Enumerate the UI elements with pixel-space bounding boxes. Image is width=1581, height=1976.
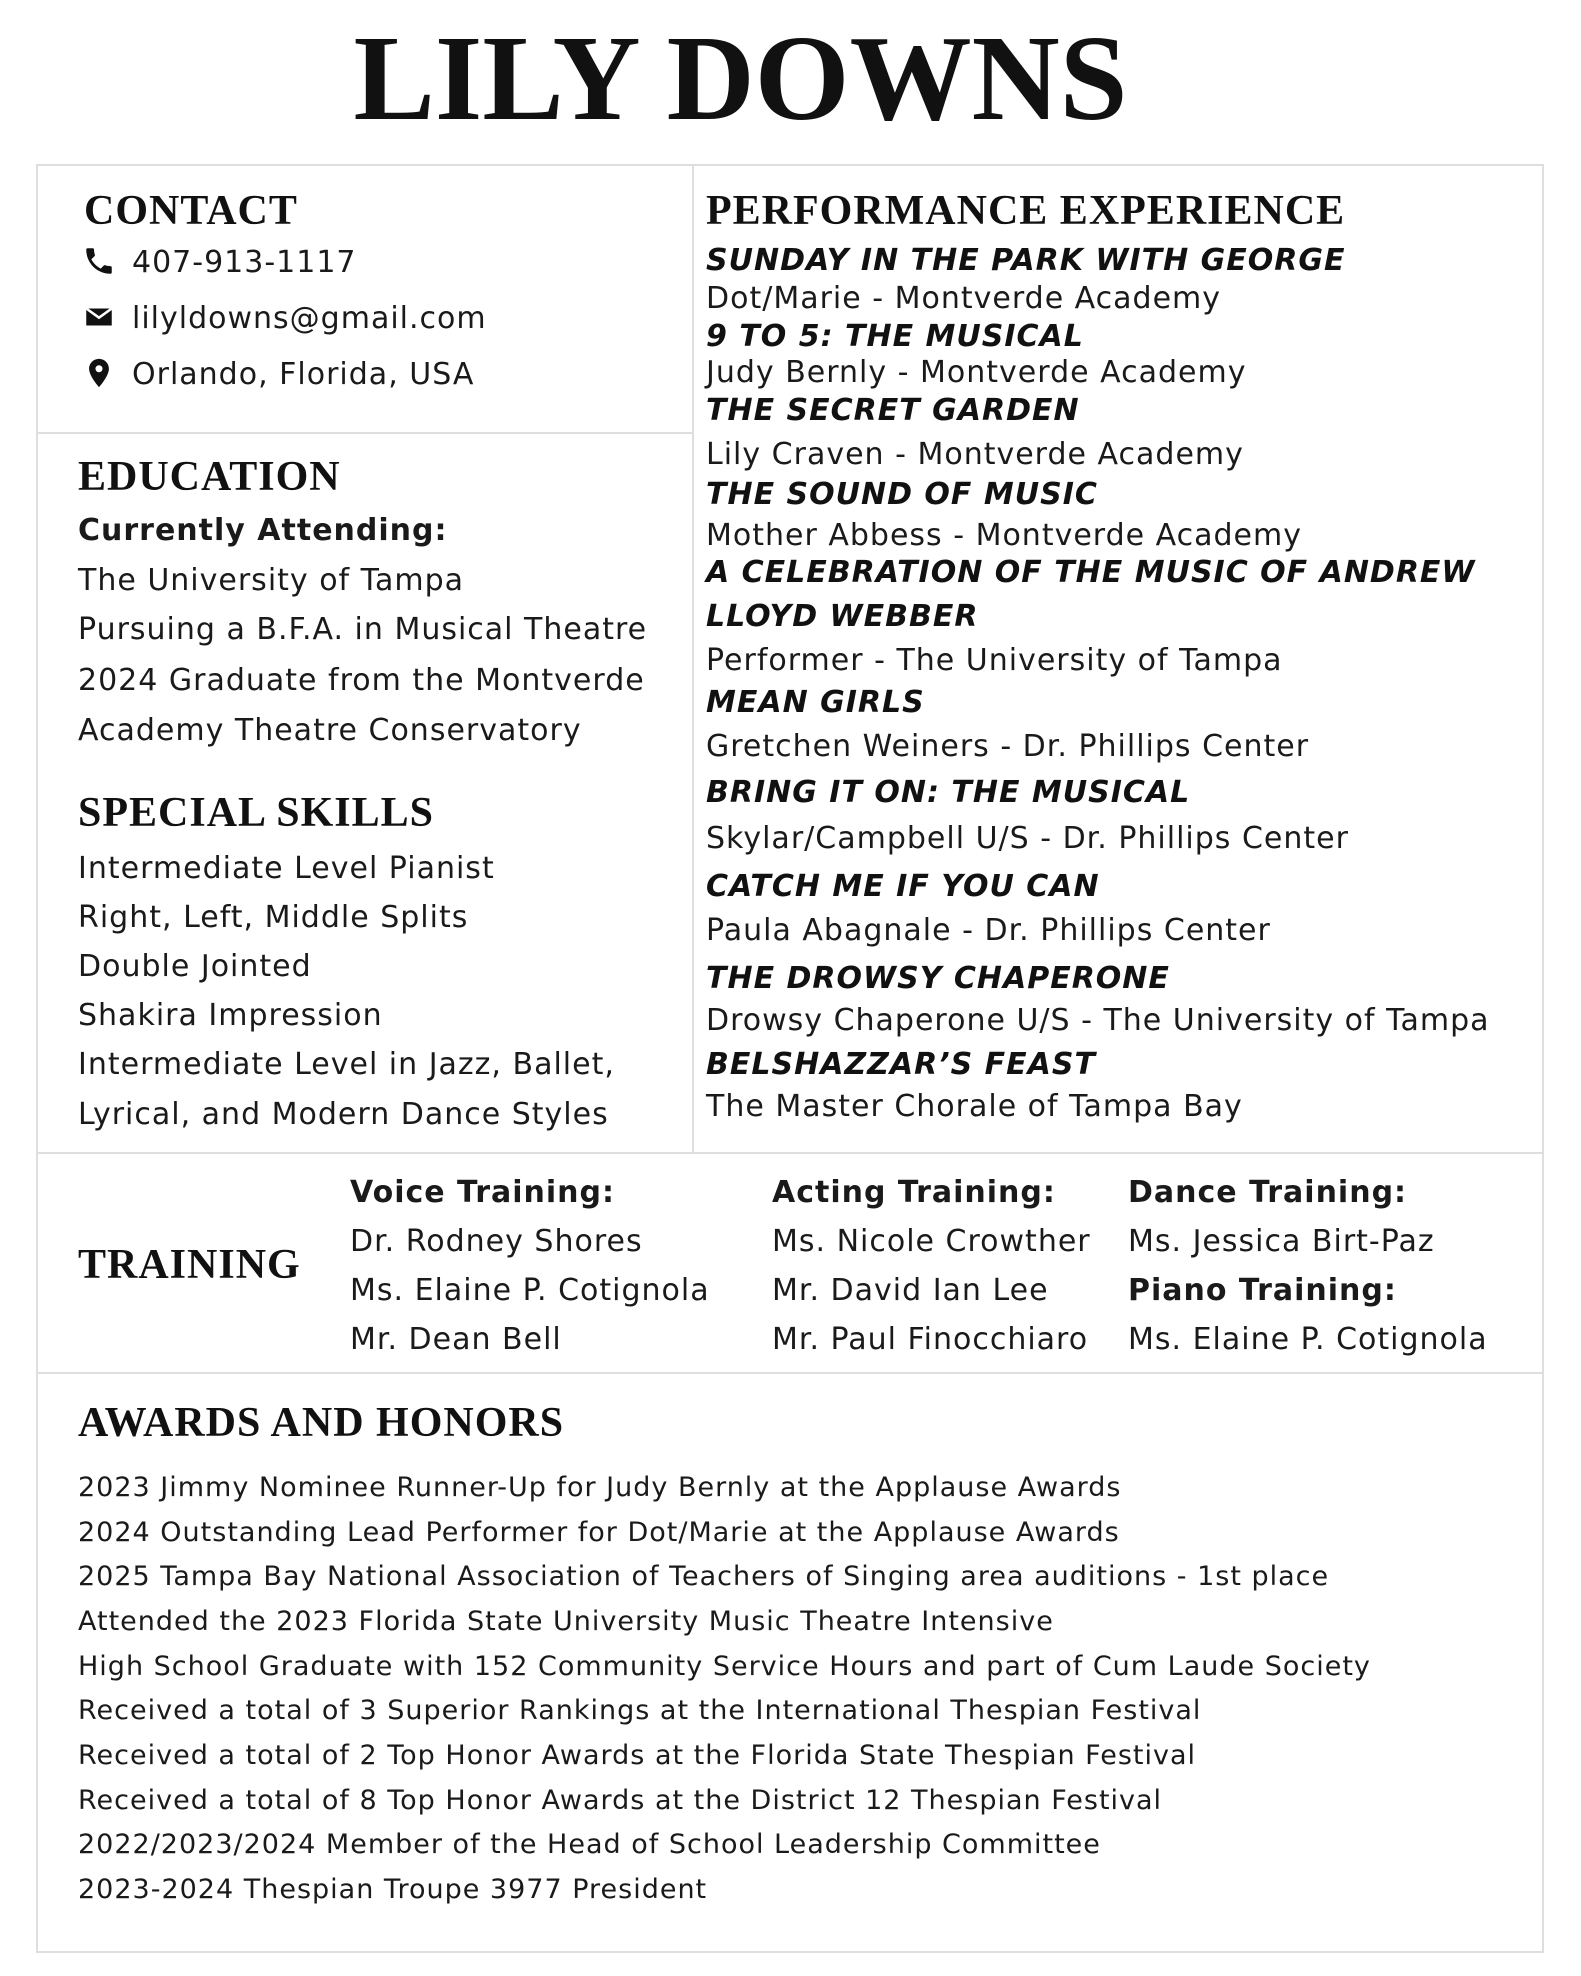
show-title: A CELEBRATION OF THE MUSIC OF ANDREW (706, 555, 1476, 590)
training-heading: TRAINING (78, 1242, 301, 1288)
acting-instructor: Mr. Paul Finocchiaro (772, 1322, 1089, 1357)
award-item: 2025 Tampa Bay National Association of Teachers of Singing area auditions - 1st place (78, 1561, 1330, 1592)
awards-heading: AWARDS AND HONORS (78, 1400, 565, 1446)
location-pin-icon (82, 356, 116, 390)
role-line: Mother Abbess - Montverde Academy (706, 518, 1302, 553)
phone-icon (82, 244, 116, 278)
awards-top-divider (38, 1372, 1542, 1374)
performance-heading: PERFORMANCE EXPERIENCE (706, 188, 1346, 234)
role-line: Lily Craven - Montverde Academy (706, 437, 1244, 472)
show-title: LLOYD WEBBER (706, 599, 979, 634)
training-top-divider (38, 1152, 1542, 1154)
email-address: lilyldowns@gmail.com (132, 301, 487, 336)
show-title: THE SECRET GARDEN (706, 393, 1080, 428)
role-line: Paula Abagnale - Dr. Phillips Center (706, 913, 1271, 948)
acting-instructor: Mr. David Ian Lee (772, 1273, 1049, 1308)
award-item: Received a total of 2 Top Honor Awards at the Florida State Thespian Festival (78, 1740, 1197, 1771)
role-line: Gretchen Weiners - Dr. Phillips Center (706, 729, 1310, 764)
education-line: 2024 Graduate from the Montverde (78, 663, 645, 698)
education-line: Pursuing a B.F.A. in Musical Theatre (78, 612, 648, 647)
skill-item: Right, Left, Middle Splits (78, 900, 469, 935)
voice-instructor: Dr. Rodney Shores (350, 1224, 643, 1259)
award-item: 2023 Jimmy Nominee Runner-Up for Judy Bernly at the Applause Awards (78, 1472, 1122, 1503)
show-title: MEAN GIRLS (706, 685, 925, 720)
piano-instructor: Ms. Elaine P. Cotignola (1128, 1322, 1488, 1357)
role-line: The Master Chorale of Tampa Bay (706, 1089, 1243, 1124)
skill-item: Intermediate Level Pianist (78, 851, 495, 886)
voice-instructor: Mr. Dean Bell (350, 1322, 562, 1357)
show-title: BELSHAZZAR’S FEAST (706, 1047, 1096, 1082)
award-item: Received a total of 3 Superior Rankings at the International Thespian Festival (78, 1695, 1202, 1726)
contact-divider (38, 432, 692, 434)
resume-frame (36, 164, 1544, 1953)
skill-item: Intermediate Level in Jazz, Ballet, (78, 1047, 615, 1082)
special-skills-heading: SPECIAL SKILLS (78, 790, 434, 836)
show-title: THE DROWSY CHAPERONE (706, 961, 1170, 996)
skill-item: Shakira Impression (78, 998, 383, 1033)
award-item: 2023-2024 Thespian Troupe 3977 President (78, 1874, 708, 1905)
award-item: High School Graduate with 152 Community Service Hours and part of Cum Laude Society (78, 1651, 1371, 1682)
skill-item: Double Jointed (78, 949, 312, 984)
voice-instructor: Ms. Elaine P. Cotignola (350, 1273, 710, 1308)
phone-number: 407-913-1117 (132, 245, 357, 280)
location: Orlando, Florida, USA (132, 357, 475, 392)
role-line: Dot/Marie - Montverde Academy (706, 281, 1222, 316)
acting-instructor: Ms. Nicole Crowther (772, 1224, 1091, 1259)
column-divider (692, 166, 694, 1152)
mail-icon (82, 300, 116, 334)
role-line: Skylar/Campbell U/S - Dr. Phillips Center (706, 821, 1349, 856)
acting-training-label: Acting Training: (772, 1175, 1056, 1210)
award-item: 2022/2023/2024 Member of the Head of School Leadership Committee (78, 1829, 1101, 1860)
show-title: THE SOUND OF MUSIC (706, 477, 1098, 512)
dance-instructor: Ms. Jessica Birt-Paz (1128, 1224, 1435, 1259)
show-title: SUNDAY IN THE PARK WITH GEORGE (706, 243, 1346, 278)
piano-training-label: Piano Training: (1128, 1273, 1397, 1308)
education-heading: EDUCATION (78, 454, 341, 500)
resume-name: LILY DOWNS (353, 11, 1128, 146)
contact-heading: CONTACT (84, 188, 298, 234)
education-line: The University of Tampa (78, 563, 465, 598)
award-item: Received a total of 8 Top Honor Awards at the District 12 Thespian Festival (78, 1785, 1163, 1816)
role-line: Judy Bernly - Montverde Academy (706, 355, 1247, 390)
education-line: Academy Theatre Conservatory (78, 713, 582, 748)
education-line: Currently Attending: (78, 513, 448, 548)
role-line: Performer - The University of Tampa (706, 643, 1283, 678)
show-title: 9 TO 5: THE MUSICAL (706, 319, 1084, 354)
show-title: BRING IT ON: THE MUSICAL (706, 775, 1191, 810)
voice-training-label: Voice Training: (350, 1175, 616, 1210)
skill-item: Lyrical, and Modern Dance Styles (78, 1097, 609, 1132)
role-line: Drowsy Chaperone U/S - The University of Tampa (706, 1003, 1490, 1038)
dance-training-label: Dance Training: (1128, 1175, 1408, 1210)
award-item: Attended the 2023 Florida State University Music Theatre Intensive (78, 1606, 1054, 1637)
show-title: CATCH ME IF YOU CAN (706, 869, 1100, 904)
award-item: 2024 Outstanding Lead Performer for Dot/Marie at the Applause Awards (78, 1517, 1120, 1548)
